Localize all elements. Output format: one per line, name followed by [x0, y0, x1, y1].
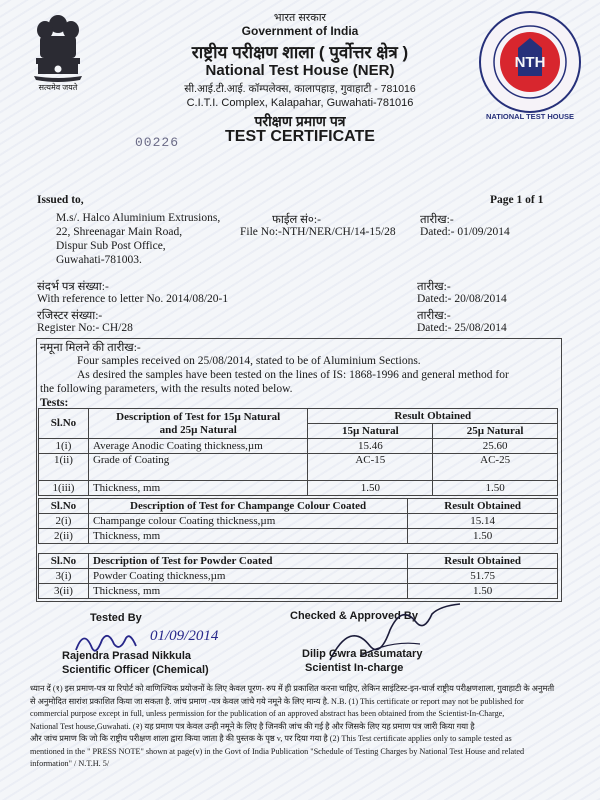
file-date: Dated:- 01/09/2014 — [420, 226, 510, 238]
cell-sl: 2(i) — [39, 514, 89, 529]
cell-sl: 3(ii) — [39, 584, 89, 599]
cell-desc: Thickness, mm — [88, 481, 308, 496]
org-hindi: राष्ट्रीय परीक्षण शाला ( पुर्वोत्तर क्षेत्र ) — [191, 43, 409, 62]
table-row — [39, 439, 558, 454]
seal-text: NATIONAL TEST HOUSE — [485, 112, 575, 121]
register-date-hindi: तारीख:- — [417, 310, 451, 322]
tester-signature-date: 01/09/2014 — [150, 628, 219, 644]
footer-line-1: ध्यान दें (१) इस प्रमाण-पत्र या रिपोर्ट को वाणिज्यिक प्रयोजनों के लिए केवल पूरण- रुप में ही प्रकाशित करना चाहिए, लेकिन साइंटिस्ट-इन-चार्ज राष्ट्रीय परीक्षणशाला, गुवाहाटी के अनुमती — [30, 684, 555, 693]
tester-name: Rajendra Prasad Nikkula — [62, 650, 192, 662]
issued-line-3: Dispur Sub Post Office, — [56, 240, 166, 252]
table-natural — [38, 408, 558, 496]
tested-by-label: Tested By — [90, 612, 142, 624]
th-slno: Sl.No — [39, 499, 89, 514]
th-slno: Sl.No — [39, 409, 89, 439]
register-hindi: रजिस्टर संख्या:- — [37, 310, 103, 322]
cell-value: 15.14 — [408, 514, 558, 529]
th-15-natural: 15µ Natural — [308, 424, 433, 439]
certificate-serial: 00226 — [135, 135, 180, 150]
footer-line-2: से अनुमोदित सारांश प्रकाशित किया जा सकता है. जांच प्रमाण -पत्र केवल जांचे गये नमूने के लिए मान्य है. N.B. (1) This certificate or report may not be published for — [30, 696, 524, 706]
issued-to-label: Issued to, — [37, 194, 84, 206]
cell-desc: Grade of Coating — [88, 454, 308, 481]
address-english: C.I.T.I. Complex, Kalapahar, Guwahati-781016 — [186, 97, 414, 109]
cert-title-hindi: परीक्षण प्रमाण पत्र — [254, 113, 346, 129]
sample-line-2: As desired the samples have been tested on the lines of IS: 1868-1996 and general method for — [77, 369, 509, 381]
th-description: Description of Test for Champange Colour Coated — [88, 499, 407, 514]
cell-desc: Powder Coating thickness,µm — [88, 569, 407, 584]
footer-line-7: information" / N.T.H. 5/ — [30, 759, 110, 768]
cell-sl: 1(iii) — [39, 481, 89, 496]
gov-english: Government of India — [241, 24, 359, 38]
tester-title: Scientific Officer (Chemical) — [62, 664, 209, 676]
footer-line-3: commercial purpose except in full, unless permission for the publication of an approved abstract has been obtained from the Scientist-In-Charge, — [30, 709, 505, 718]
footer-line-6: mentioned in the " PRESS NOTE" shown at page(v) in the Govt of India Publication "Schedule of Testing Charges by National Test House and related — [30, 746, 525, 756]
tests-label: Tests: — [40, 397, 69, 409]
table-row — [39, 454, 558, 481]
th-description-line-1: Description of Test for 15µ Natural — [116, 410, 281, 423]
sample-received-hindi: नमूना मिलने की तारीख:- — [40, 342, 141, 354]
gov-hindi: भारत सरकार — [273, 12, 327, 24]
cell-sl: 1(ii) — [39, 454, 89, 481]
table-row — [39, 514, 558, 529]
table-row — [39, 529, 558, 544]
checked-by-label: Checked & Approved By — [290, 610, 418, 622]
issued-line-4: Guwahati-781003. — [56, 254, 142, 266]
table-row — [39, 569, 558, 584]
cell-25: 25.60 — [433, 439, 558, 454]
reference-date-hindi: तारीख:- — [417, 281, 451, 293]
org-english: National Test House (NER) — [205, 62, 395, 79]
th-description — [88, 409, 308, 439]
approver-name: Dilip Gwra Basumatary — [302, 648, 423, 660]
table-row — [39, 584, 558, 599]
issued-line-2: 22, Shreenagar Main Road, — [56, 226, 183, 238]
sample-line-1: Four samples received on 25/08/2014, stated to be of Aluminium Sections. — [77, 355, 421, 367]
cell-15: 1.50 — [308, 481, 433, 496]
svg-text:NTH: NTH — [514, 54, 546, 71]
footer-line-4: National Test house,Guwahati. (२) यह प्रमाण पत्र केवल उन्ही नमूने के लिए है जिनकी जांच की गई है और जिसके लिए यह प्रमाण पत्र जारी किया गया है — [30, 721, 475, 731]
register-date: Dated:- 25/08/2014 — [417, 322, 507, 334]
file-no: File No:-NTH/NER/CH/14-15/28 — [240, 226, 396, 238]
cell-value: 51.75 — [408, 569, 558, 584]
cell-desc: Average Anodic Coating thickness,µm — [88, 439, 308, 454]
cell-sl: 1(i) — [39, 439, 89, 454]
file-date-hindi: तारीख:- — [420, 214, 454, 226]
cell-desc: Thickness, mm — [88, 529, 407, 544]
cell-15: 15.46 — [308, 439, 433, 454]
th-description: Description of Test for Powder Coated — [88, 554, 407, 569]
file-no-hindi: फाईल सं०:- — [272, 214, 321, 226]
footer-notes — [30, 683, 575, 771]
cell-value: 1.50 — [408, 584, 558, 599]
table-row — [39, 481, 558, 496]
reference-letter: With reference to letter No. 2014/08/20-1 — [37, 293, 229, 305]
footer-line-5: और जांच प्रमाण कि जो कि राष्ट्रीय परीक्षण शाला द्वारा किया जाता है की पुस्तक के पृष्ठ v, पर दिया गया है (2) This Test certificate applies only to sample tested as — [30, 734, 512, 743]
table-champange — [38, 498, 558, 544]
issued-line-1: M.s/. Halco Aluminium Extrusions, — [56, 212, 221, 224]
cert-title-english: TEST CERTIFICATE — [225, 128, 375, 145]
sample-line-3: the following parameters, with the results noted below. — [40, 383, 293, 395]
page-number: Page 1 of 1 — [490, 194, 544, 206]
th-slno: Sl.No — [39, 554, 89, 569]
table-powder — [38, 553, 558, 599]
cell-25: 1.50 — [433, 481, 558, 496]
register-no: Register No:- CH/28 — [37, 322, 133, 334]
th-description-line-2: and 25µ Natural — [159, 423, 237, 436]
emblem-motto: सत्यमेव जयते — [38, 83, 78, 92]
nth-seal-icon — [478, 10, 582, 114]
cell-sl: 3(i) — [39, 569, 89, 584]
cell-25: AC-25 — [433, 454, 558, 481]
th-result: Result Obtained — [408, 499, 558, 514]
reference-date: Dated:- 20/08/2014 — [417, 293, 507, 305]
reference-hindi: संदर्भ पत्र संख्या:- — [37, 281, 109, 293]
cell-value: 1.50 — [408, 529, 558, 544]
cell-15: AC-15 — [308, 454, 433, 481]
cell-desc: Champange colour Coating thickness,µm — [88, 514, 407, 529]
th-25-natural: 25µ Natural — [433, 424, 558, 439]
cell-desc: Thickness, mm — [88, 584, 407, 599]
cell-sl: 2(ii) — [39, 529, 89, 544]
address-hindi: सी.आई.टी.आई. कॉम्पलेक्स, कालापहाड़, गुवाहाटी - 781016 — [184, 83, 416, 95]
th-result: Result Obtained — [308, 409, 558, 424]
th-result: Result Obtained — [408, 554, 558, 569]
approver-title: Scientist In-charge — [305, 662, 404, 674]
